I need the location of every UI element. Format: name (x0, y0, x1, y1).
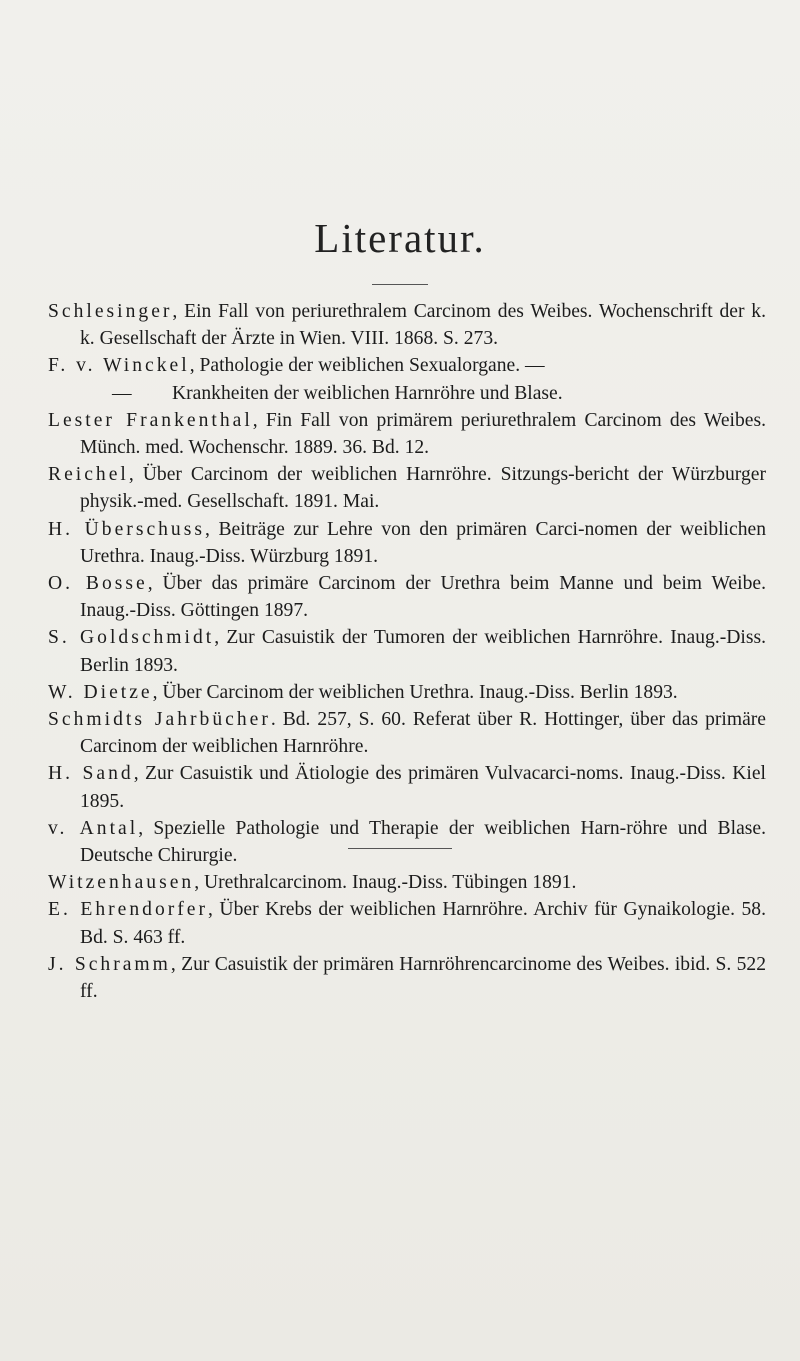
reference-text: , Urethralcarcinom. Inaug.-Diss. Tübingen 1891. (194, 872, 577, 894)
reference-author: O. Bosse (48, 573, 148, 595)
reference-author: H. Überschuss (48, 518, 205, 540)
reference-author: F. v. Winckel (48, 355, 190, 377)
reference-list (48, 298, 766, 1005)
reference-text: , Über das primäre Carcinom der Urethra beim Manne und beim Weibe. Inaug.-Diss. Göttingen 1897. (80, 573, 766, 622)
top-divider (372, 284, 428, 285)
reference-text: Krankheiten der weiblichen Harnröhre und Blase. (172, 382, 563, 404)
reference-text: , Zur Casuistik und Ätiologie des primären Vulvacarci-noms. Inaug.-Diss. Kiel 1895. (80, 763, 767, 812)
reference-author: J. Schramm (48, 953, 171, 975)
reference-author: E. Ehrendorfer (48, 899, 209, 921)
reference-author: — (112, 382, 132, 404)
reference-item (48, 516, 766, 570)
reference-item (48, 706, 766, 760)
reference-item (48, 869, 766, 896)
reference-author: S. Goldschmidt (48, 627, 215, 649)
reference-text: , Zur Casuistik der Tumoren der weiblichen Harnröhre. Inaug.-Diss. Berlin 1893. (80, 627, 766, 676)
reference-item (48, 760, 766, 814)
reference-text: , Über Krebs der weiblichen Harnröhre. Archiv für Gynaikologie. 58. Bd. S. 463 ff. (80, 899, 766, 948)
reference-text: , Pathologie der weiblichen Sexualorgane. — (189, 355, 545, 377)
reference-text: . Bd. 257, S. 60. Referat über R. Hottinger, über das primäre Carcinom der weiblichen Harnröhre. (80, 709, 766, 758)
page-title: Literatur. (314, 215, 486, 261)
reference-text: , Fin Fall von primärem periurethralem Carcinom des Weibes. Münch. med. Wochenschr. 1889. 36. Bd. 12. (80, 409, 766, 459)
reference-author: v. Antal (48, 817, 139, 839)
reference-text: , Ein Fall von periurethralem Carcinom des Weibes. Wochenschrift der k. k. Gesellschaft der Ärzte in Wien. VIII. 1868. S. 273. (80, 301, 766, 350)
reference-author: Lester Frankenthal (48, 409, 253, 431)
reference-item (48, 951, 766, 1005)
reference-author: Reichel (48, 464, 129, 486)
reference-author: H. Sand (48, 763, 134, 785)
reference-text: , Über Carcinom der weiblichen Harnröhre. Sitzungs-bericht der Würzburger physik.-med. Gesellschaft. 1891. Mai. (80, 464, 766, 513)
reference-author: Witzenhausen (48, 872, 195, 894)
reference-author: W. Dietze (48, 681, 153, 703)
reference-item (48, 815, 766, 869)
reference-text: , Über Carcinom der weiblichen Urethra. Inaug.-Diss. Berlin 1893. (152, 681, 678, 703)
reference-text: , Spezielle Pathologie und Therapie der weiblichen Harn-röhre und Blase. Deutsche Chirurgie. (80, 817, 766, 867)
reference-item (48, 380, 766, 407)
reference-item (48, 570, 766, 624)
reference-author: Schlesinger (48, 301, 173, 322)
reference-item (48, 896, 766, 950)
reference-item (48, 407, 766, 461)
reference-text: , Beiträge zur Lehre von den primären Carci-nomen der weiblichen Urethra. Inaug.-Diss. Würzburg 1891. (80, 518, 766, 567)
reference-item (48, 461, 766, 515)
reference-author: Schmidts Jahrbücher (48, 709, 271, 731)
reference-item (48, 624, 766, 678)
reference-item (48, 352, 766, 379)
bottom-divider (348, 848, 452, 849)
reference-text: , Zur Casuistik der primären Harnröhrencarcinome des Weibes. ibid. S. 522 ff. (80, 953, 767, 1003)
reference-item (48, 298, 766, 352)
reference-item (48, 679, 766, 706)
